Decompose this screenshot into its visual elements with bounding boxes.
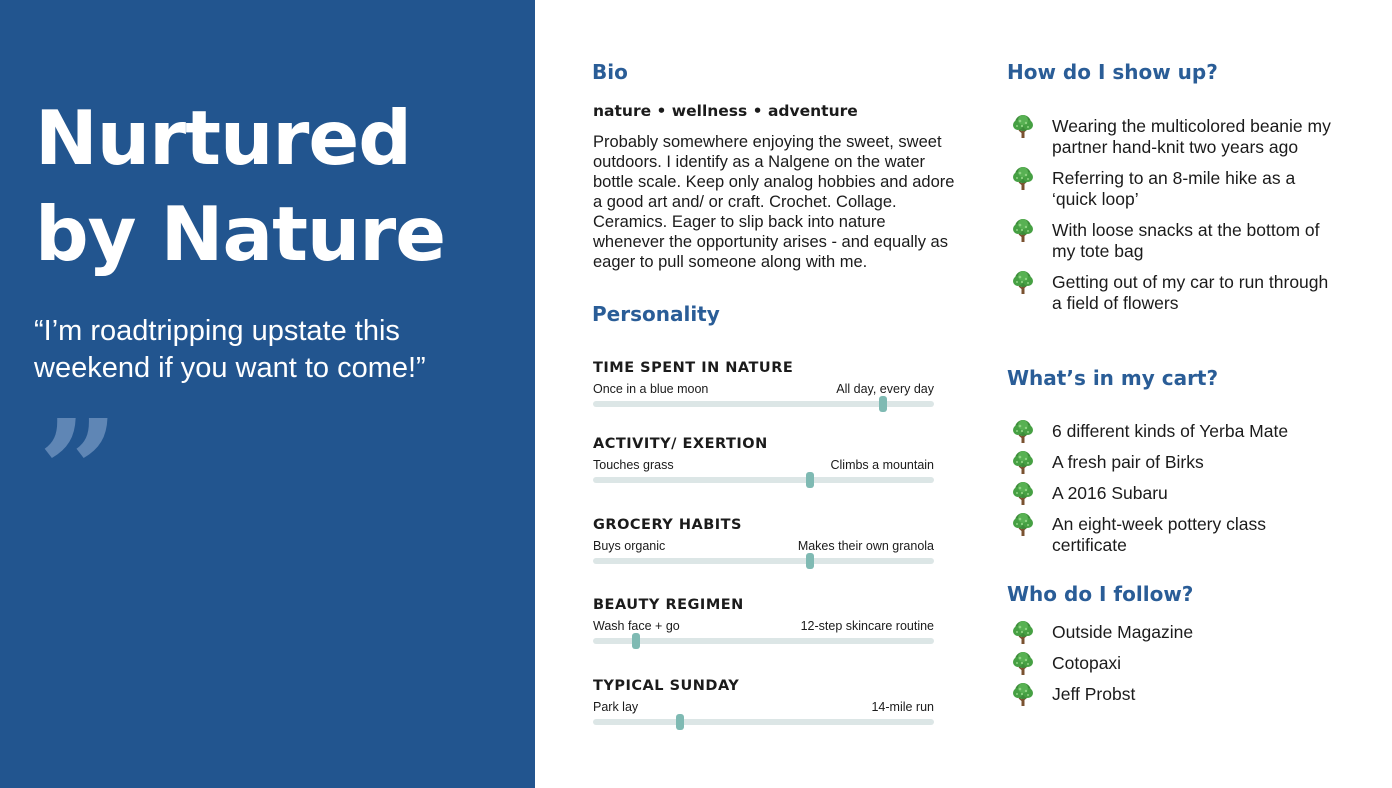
list-item-line: A fresh pair of Birks	[1052, 452, 1204, 472]
slider-thumb	[676, 714, 684, 730]
show-up-heading: How do I show up?	[1007, 60, 1218, 84]
list-item-line: An eight-week pottery class	[1052, 514, 1266, 534]
tree-icon	[1012, 270, 1034, 296]
slider-track	[593, 719, 934, 725]
list-item	[1012, 684, 1382, 705]
tree-icon	[1012, 166, 1034, 192]
slider-left-label: Buys organic	[593, 539, 666, 553]
tree-icon	[1012, 114, 1034, 140]
slider-thumb	[879, 396, 887, 412]
hero-title-line: Nurtured	[35, 94, 411, 182]
list-item	[1012, 272, 1382, 314]
slider-title: GROCERY HABITS	[593, 517, 742, 533]
tree-icon	[1012, 481, 1034, 507]
personality-slider	[593, 596, 934, 644]
tree-icon	[1012, 450, 1034, 476]
list-item-line: Getting out of my car to run through	[1052, 272, 1329, 292]
slider-track	[593, 638, 934, 644]
list-item	[1012, 653, 1382, 674]
list-item-line: A 2016 Subaru	[1052, 483, 1168, 503]
slider-thumb	[806, 472, 814, 488]
slider-track	[593, 401, 934, 407]
bio-heading: Bio	[592, 60, 628, 84]
list-item	[1012, 483, 1382, 504]
slider-left-label: Park lay	[593, 700, 639, 714]
hero-panel	[0, 0, 535, 788]
quote-mark-icon: ”	[38, 390, 119, 554]
cart-list	[1012, 421, 1382, 556]
list-item	[1012, 421, 1382, 442]
hero-title-line: by Nature	[35, 190, 446, 278]
list-item-line: 6 different kinds of Yerba Mate	[1052, 421, 1289, 441]
personality-slider	[593, 516, 934, 564]
hero-title	[35, 90, 515, 282]
personality-heading: Personality	[592, 302, 720, 326]
personality-slider	[593, 359, 934, 407]
slider-right-label: Climbs a mountain	[830, 458, 934, 472]
follow-list	[1012, 622, 1382, 705]
personality-slider	[593, 677, 934, 725]
tree-icon	[1012, 512, 1034, 538]
list-item-line: partner hand-knit two years ago	[1052, 137, 1299, 157]
slider-title: ACTIVITY/ EXERTION	[593, 436, 768, 452]
slider-left-label: Touches grass	[593, 458, 674, 472]
list-item-line: certificate	[1052, 535, 1127, 555]
slider-title: BEAUTY REGIMEN	[593, 597, 744, 613]
tree-icon	[1012, 218, 1034, 244]
slider-right-label: 12-step skincare routine	[800, 619, 934, 633]
list-item	[1012, 622, 1382, 643]
tree-icon	[1012, 419, 1034, 445]
list-item	[1012, 220, 1382, 262]
list-item	[1012, 116, 1382, 158]
slider-title: TYPICAL SUNDAY	[593, 678, 740, 694]
slider-track	[593, 477, 934, 483]
list-item-line: Wearing the multicolored beanie my	[1052, 116, 1331, 136]
slider-thumb	[632, 633, 640, 649]
list-item-line: Referring to an 8-mile hike as a	[1052, 168, 1296, 188]
hero-quote-line: “I’m roadtripping upstate this	[34, 315, 400, 347]
list-item-line: Cotopaxi	[1052, 653, 1122, 673]
list-item-line: my tote bag	[1052, 241, 1144, 261]
slider-left-label: Wash face + go	[593, 619, 680, 633]
list-item-line: a field of flowers	[1052, 293, 1179, 313]
list-item	[1012, 514, 1382, 556]
follow-heading: Who do I follow?	[1007, 582, 1194, 606]
slider-right-label: Makes their own granola	[797, 539, 934, 553]
hero-quote	[34, 313, 504, 387]
tree-icon	[1012, 620, 1034, 646]
bio-tags: nature • wellness • adventure	[593, 102, 858, 120]
slider-thumb	[806, 553, 814, 569]
list-item-line: Jeff Probst	[1052, 684, 1136, 704]
bio-text: Probably somewhere enjoying the sweet, sweet outdoors. I identify as a Nalgene on the water bottle scale. Keep only analog hobbies and adore a good art and/ or craft. Crochet. Collage. Ceramics. Eager to slip back into nature whenever the opportunity arises - and equally as eager to pull someone along with me.	[593, 133, 955, 271]
slider-right-label: All day, every day	[836, 382, 934, 396]
slider-title: TIME SPENT IN NATURE	[593, 360, 794, 376]
list-item	[1012, 168, 1382, 210]
tree-icon	[1012, 682, 1034, 708]
cart-heading: What’s in my cart?	[1007, 366, 1219, 390]
hero-quote-line: weekend if you want to come!”	[34, 352, 426, 384]
show-up-list	[1012, 116, 1382, 314]
list-item	[1012, 452, 1382, 473]
list-item-line: With loose snacks at the bottom of	[1052, 220, 1320, 240]
tree-icon	[1012, 651, 1034, 677]
slider-left-label: Once in a blue moon	[593, 382, 709, 396]
list-item-line: Outside Magazine	[1052, 622, 1194, 642]
list-item-line: ‘quick loop’	[1052, 189, 1139, 209]
slider-right-label: 14-mile run	[871, 700, 934, 714]
personality-slider	[593, 435, 934, 483]
slider-track	[593, 558, 934, 564]
